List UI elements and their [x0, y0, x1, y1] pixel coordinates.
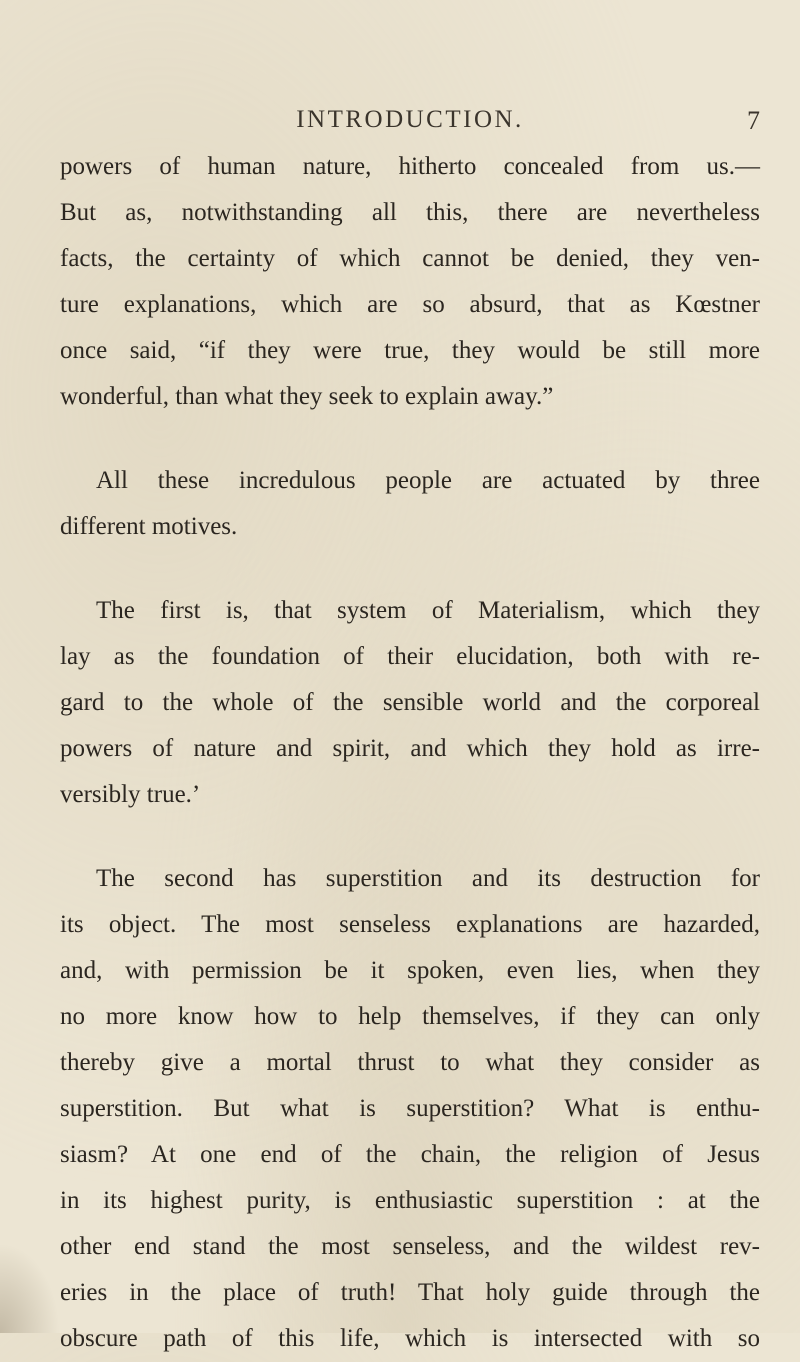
text-line: once said, “if they were true, they would be still more — [60, 337, 760, 364]
page-number: 7 — [747, 106, 760, 135]
text-line: versibly true.’ — [60, 781, 201, 808]
text-line: But as, notwithstanding all this, there are nevertheless — [60, 199, 760, 226]
text-line: The second has superstition and its destruction for — [96, 865, 760, 892]
text-line: The first is, that system of Materialism, which they — [96, 597, 760, 624]
text-line: other end stand the most senseless, and the wildest rev- — [60, 1233, 760, 1260]
text-line: lay as the foundation of their elucidation, both with re- — [60, 643, 760, 670]
text-line: different motives. — [60, 513, 238, 540]
running-head — [60, 106, 760, 140]
text-line: its object. The most senseless explanations are hazarded, — [60, 911, 760, 938]
running-title: INTRODUCTION. — [296, 106, 524, 133]
paragraph-3 — [60, 588, 760, 818]
text-line: eries in the place of truth! That holy guide through the — [60, 1279, 760, 1306]
text-line: siasm? At one end of the chain, the religion of Jesus — [60, 1141, 760, 1168]
paragraph-4 — [60, 856, 760, 1362]
text-line: wonderful, than what they seek to explain away.” — [60, 383, 554, 410]
text-line: in its highest purity, is enthusiastic superstition : at the — [60, 1187, 760, 1214]
text-line: facts, the certainty of which cannot be denied, they ven- — [60, 245, 760, 272]
text-line: powers of nature and spirit, and which they hold as irre- — [60, 735, 760, 762]
text-line: obscure path of this life, which is intersected with so — [60, 1325, 760, 1352]
text-line: superstition. But what is superstition? What is enthu- — [60, 1095, 760, 1122]
page-shadow — [0, 1243, 60, 1333]
paragraph-1 — [60, 144, 760, 420]
text-line: All these incredulous people are actuated by three — [96, 467, 760, 494]
text-line: no more know how to help themselves, if they can only — [60, 1003, 760, 1030]
text-line: ture explanations, which are so absurd, that as Kœstner — [60, 291, 760, 318]
text-line: powers of human nature, hitherto concealed from us.— — [60, 153, 760, 180]
text-line: gard to the whole of the sensible world and the corporeal — [60, 689, 760, 716]
text-line: and, with permission be it spoken, even lies, when they — [60, 957, 760, 984]
text-line: thereby give a mortal thrust to what they consider as — [60, 1049, 760, 1076]
paragraph-2 — [60, 458, 760, 550]
body-text — [60, 144, 760, 1362]
